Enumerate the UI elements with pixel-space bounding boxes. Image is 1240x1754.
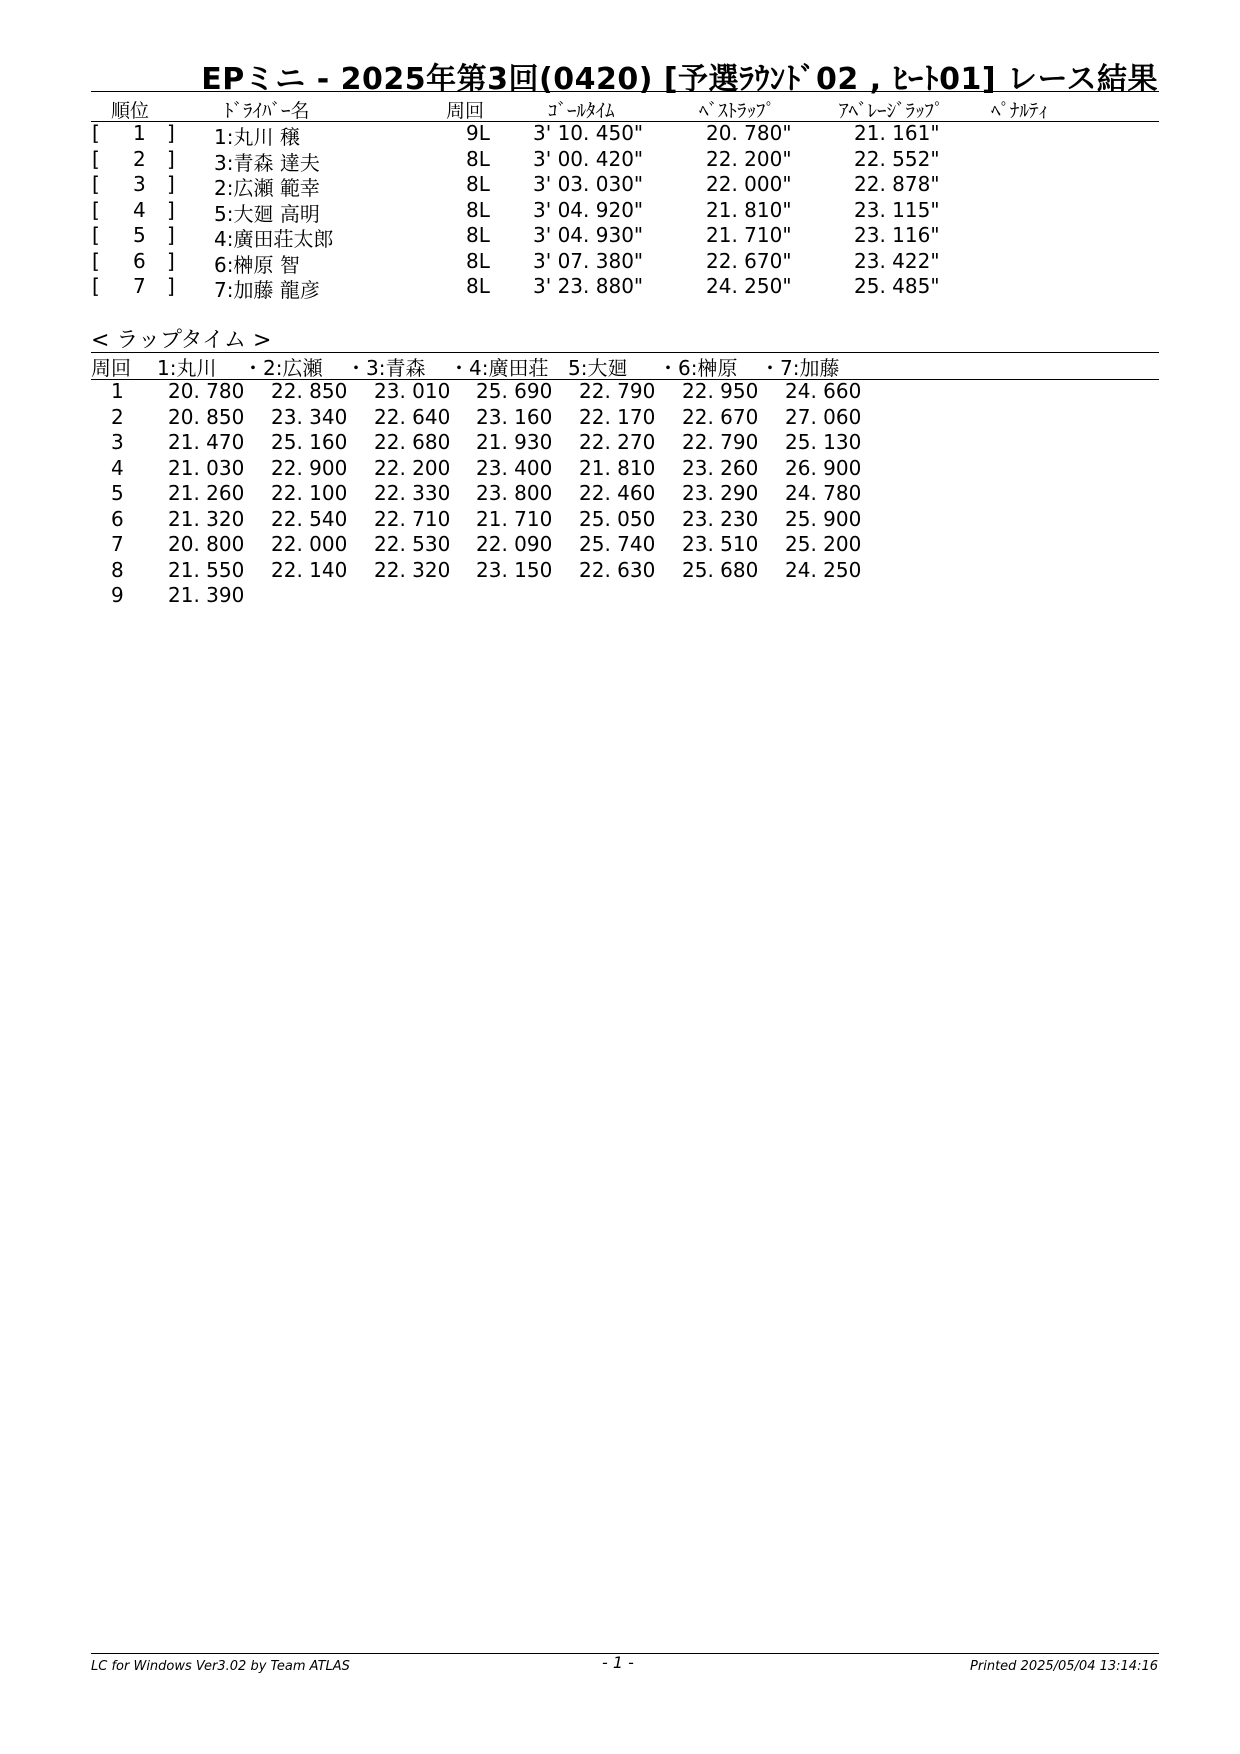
lap-time: 22. 530 (374, 532, 451, 556)
goal-time-value: 3' 03. 030" (533, 172, 644, 196)
lap-time: 27. 060 (785, 404, 862, 429)
lap-time: 21. 710 (476, 506, 553, 531)
lap-time: 26. 900 (785, 455, 862, 480)
lap-header-driver: ・2:広瀬 (243, 356, 323, 380)
lap-time: 22. 850 (271, 379, 348, 403)
lap-time: 22. 630 (579, 557, 656, 582)
lap-number: 7 (111, 532, 124, 556)
laps-value: 9L (466, 121, 490, 145)
lap-time: 24. 780 (785, 481, 862, 505)
average-lap-value: 23. 422" (854, 248, 940, 273)
rank-bracket-open: [ (92, 146, 100, 171)
lap-time: 22. 100 (271, 481, 348, 505)
lap-number: 8 (111, 557, 124, 582)
rank-bracket-open: [ (92, 223, 100, 247)
lap-time: 21. 550 (168, 557, 245, 582)
lap-time: 21. 260 (168, 481, 245, 505)
header-goal-time: ｺﾞｰﾙﾀｲﾑ (548, 100, 615, 122)
lap-header-driver: ・4:廣田荘 (449, 356, 549, 380)
header-laps: 周回 (446, 100, 485, 122)
driver-name: 5:大廻 高明 (214, 201, 320, 226)
driver-name: 4:廣田荘太郎 (214, 227, 334, 251)
lap-time: 25. 690 (476, 379, 553, 403)
lap-time: 22. 170 (579, 404, 656, 429)
best-lap-value: 22. 670" (706, 248, 792, 273)
lap-header-driver: 5:大廻 (568, 356, 628, 380)
title-rule (91, 91, 1159, 92)
lap-time: 21. 930 (476, 430, 553, 454)
lap-time: 22. 200 (374, 455, 451, 480)
rank-bracket-close: ] (167, 172, 175, 196)
lap-time: 23. 290 (682, 481, 759, 505)
rank-value: 1 (133, 121, 146, 145)
lap-time: 23. 340 (271, 404, 348, 429)
page-title: EPミニ - 2025年第3回(0420) [予選ﾗｳﾝﾄﾞ02 , ﾋｰﾄ01] レース結果 (201, 62, 1158, 97)
header-average-lap: ｱﾍﾞﾚｰｼﾞﾗｯﾌﾟ (839, 100, 944, 122)
rank-value: 5 (133, 223, 146, 247)
lap-time: 24. 250 (785, 557, 862, 582)
lap-time: 25. 900 (785, 506, 862, 531)
lap-time: 21. 030 (168, 455, 245, 480)
lap-time: 23. 510 (682, 532, 759, 556)
goal-time-value: 3' 04. 920" (533, 197, 644, 222)
lap-time: 25. 200 (785, 532, 862, 556)
lap-time: 22. 790 (579, 379, 656, 403)
rank-value: 7 (133, 274, 146, 298)
lap-header-driver: ・3:青森 (346, 356, 426, 380)
lap-time: 22. 790 (682, 430, 759, 454)
driver-name: 1:丸川 穣 (214, 125, 300, 149)
lap-time: 21. 320 (168, 506, 245, 531)
goal-time-value: 3' 10. 450" (533, 121, 644, 145)
lap-time: 21. 390 (168, 583, 245, 607)
lap-time: 25. 740 (579, 532, 656, 556)
lap-time: 22. 090 (476, 532, 553, 556)
lap-time: 23. 260 (682, 455, 759, 480)
lap-time: 23. 150 (476, 557, 553, 582)
goal-time-value: 3' 23. 880" (533, 274, 644, 298)
header-rank: 順位 (111, 100, 150, 122)
rank-value: 3 (133, 172, 146, 196)
lap-number: 9 (111, 583, 124, 607)
best-lap-value: 24. 250" (706, 274, 792, 298)
average-lap-value: 23. 115" (854, 197, 940, 222)
lap-time: 21. 810 (579, 455, 656, 480)
best-lap-value: 22. 200" (706, 146, 792, 171)
lap-time: 22. 670 (682, 404, 759, 429)
goal-time-value: 3' 04. 930" (533, 223, 644, 247)
rank-value: 2 (133, 146, 146, 171)
laps-value: 8L (466, 248, 490, 273)
lap-time: 22. 900 (271, 455, 348, 480)
lap-time: 23. 400 (476, 455, 553, 480)
lap-header-driver: 1:丸川 (157, 356, 217, 380)
rank-bracket-close: ] (167, 146, 175, 171)
average-lap-value: 23. 116" (854, 223, 940, 247)
best-lap-value: 21. 810" (706, 197, 792, 222)
driver-name: 7:加藤 龍彦 (214, 278, 320, 302)
lap-time: 20. 850 (168, 404, 245, 429)
lap-header-driver: ・7:加藤 (760, 356, 840, 380)
rank-bracket-open: [ (92, 121, 100, 145)
best-lap-value: 22. 000" (706, 172, 792, 196)
lap-time: 22. 320 (374, 557, 451, 582)
lap-time: 23. 160 (476, 404, 553, 429)
lap-time: 20. 780 (168, 379, 245, 403)
rank-bracket-open: [ (92, 172, 100, 196)
laps-value: 8L (466, 146, 490, 171)
goal-time-value: 3' 07. 380" (533, 248, 644, 273)
average-lap-value: 22. 552" (854, 146, 940, 171)
lap-time: 22. 540 (271, 506, 348, 531)
rank-bracket-close: ] (167, 121, 175, 145)
lap-time: 22. 460 (579, 481, 656, 505)
lap-time: 22. 640 (374, 404, 451, 429)
rank-bracket-close: ] (167, 197, 175, 222)
lap-time: 23. 010 (374, 379, 451, 403)
driver-name: 6:榊原 智 (214, 252, 300, 277)
lap-number: 5 (111, 481, 124, 505)
rank-bracket-open: [ (92, 197, 100, 222)
lap-time: 25. 680 (682, 557, 759, 582)
lap-header-driver: ・6:榊原 (658, 356, 738, 380)
lap-time: 22. 140 (271, 557, 348, 582)
lap-time: 22. 680 (374, 430, 451, 454)
lap-time: 22. 000 (271, 532, 348, 556)
lap-section-title: < ラップタイム > (91, 328, 272, 353)
rank-bracket-close: ] (167, 223, 175, 247)
laps-value: 8L (466, 274, 490, 298)
lap-time: 25. 160 (271, 430, 348, 454)
lap-time: 24. 660 (785, 379, 862, 403)
average-lap-value: 22. 878" (854, 172, 940, 196)
driver-name: 2:広瀬 範幸 (214, 176, 320, 200)
lap-number: 2 (111, 404, 124, 429)
average-lap-value: 25. 485" (854, 274, 940, 298)
rank-bracket-close: ] (167, 274, 175, 298)
lap-time: 23. 800 (476, 481, 553, 505)
laps-value: 8L (466, 223, 490, 247)
lap-time: 22. 950 (682, 379, 759, 403)
lap-time: 22. 710 (374, 506, 451, 531)
rank-bracket-open: [ (92, 248, 100, 273)
header-penalty: ﾍﾟﾅﾙﾃｨ (991, 100, 1049, 122)
rank-bracket-close: ] (167, 248, 175, 273)
lap-number: 3 (111, 430, 124, 454)
best-lap-value: 20. 780" (706, 121, 792, 145)
lap-time: 22. 270 (579, 430, 656, 454)
driver-name: 3:青森 達夫 (214, 150, 320, 175)
header-best-lap: ﾍﾞｽﾄﾗｯﾌﾟ (699, 100, 776, 122)
lap-time: 23. 230 (682, 506, 759, 531)
goal-time-value: 3' 00. 420" (533, 146, 644, 171)
lap-time: 25. 130 (785, 430, 862, 454)
lap-number: 4 (111, 455, 124, 480)
lap-time: 22. 330 (374, 481, 451, 505)
rank-bracket-open: [ (92, 274, 100, 298)
laps-value: 8L (466, 172, 490, 196)
best-lap-value: 21. 710" (706, 223, 792, 247)
header-driver: ﾄﾞﾗｲﾊﾞｰ名 (224, 100, 310, 122)
average-lap-value: 21. 161" (854, 121, 940, 145)
footer-software: LC for Windows Ver3.02 by Team ATLAS (91, 1659, 350, 1674)
footer-page-number: - 1 - (602, 1653, 634, 1672)
footer-printed-date: Printed 2025/05/04 13:14:16 (970, 1659, 1158, 1674)
rank-value: 6 (133, 248, 146, 273)
lap-number: 6 (111, 506, 124, 531)
lap-time: 21. 470 (168, 430, 245, 454)
laps-value: 8L (466, 197, 490, 222)
lap-header-lap: 周回 (91, 356, 131, 380)
lap-time: 25. 050 (579, 506, 656, 531)
lap-number: 1 (111, 379, 124, 403)
rank-value: 4 (133, 197, 146, 222)
lap-time: 20. 800 (168, 532, 245, 556)
